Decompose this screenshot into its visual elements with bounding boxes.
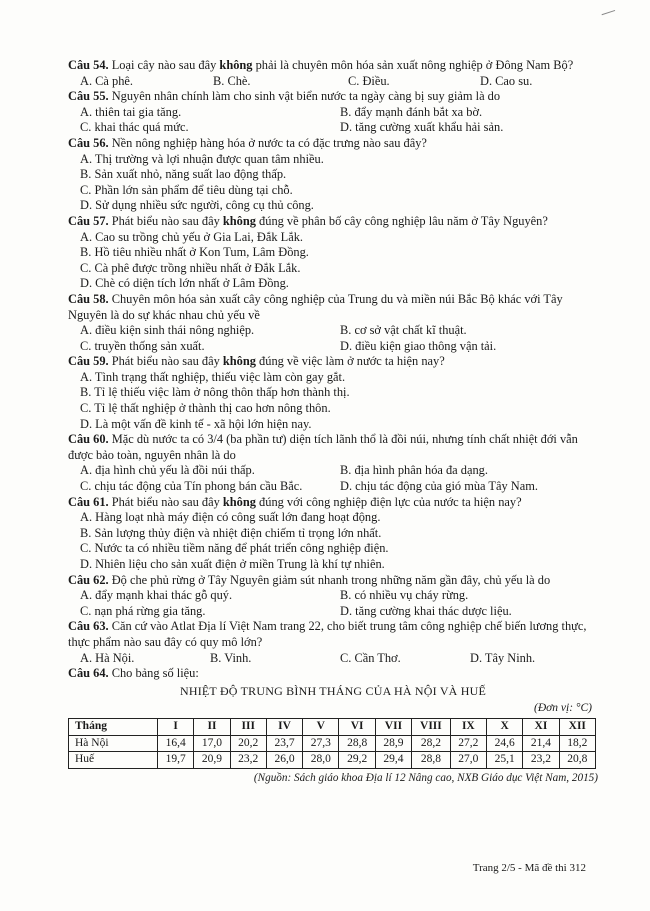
answer-options xyxy=(68,588,598,619)
table-cell: 17,0 xyxy=(194,735,230,752)
option-c[interactable]: C. nạn phá rừng gia tăng. xyxy=(80,603,206,618)
option-d[interactable]: D. Tây Ninh. xyxy=(470,650,536,665)
option-c[interactable]: C. Điều. xyxy=(348,73,390,88)
table-row xyxy=(69,752,596,769)
answer-options xyxy=(68,152,598,214)
question-64: Câu 64. Cho bảng số liệu: NHIỆT ĐỘ TRUNG BÌNH THÁNG CỦA HÀ NỘI VÀ HUẾ (Đơn vị: °C) Tháng I II III IV V VI VII VIII IX X XI XII Hà Nội 16,4 17,0 20,2 23,7 27,3 28,8 28,9 28,2 27,2 24,6 21,4 18,2 Huế 19,7 20,9 23,2 26,0 28,0 29,2 29,4 28,8 27,0 25,1 23,2 20,8 (Nguồn: Sách giáo khoa Địa lí 12 Nâng cao, NXB Giáo dục Việt Nam, 2015) xyxy=(68,666,598,786)
table-cell: 20,9 xyxy=(194,752,230,769)
table-cell: 26,0 xyxy=(266,752,302,769)
option-a[interactable]: A. Tình trạng thất nghiệp, thiếu việc làm còn gay gắt. xyxy=(80,369,346,384)
table-cell: 27,3 xyxy=(303,735,339,752)
table-cell: 28,8 xyxy=(412,752,451,769)
option-b[interactable]: B. địa hình phân hóa đa dạng. xyxy=(340,463,488,478)
question-number: Câu 61. xyxy=(68,494,109,509)
question-62: Câu 62. Độ che phủ rừng ở Tây Nguyên giảm sút nhanh trong những năm gần đây, chủ yếu là do A. đẩy mạnh khai thác gỗ quý. B. có nhiều vụ cháy rừng. C. nạn phá rừng gia tăng. D. tăng cường khai thác dược liệu. xyxy=(68,573,598,620)
header-cell: I xyxy=(158,718,194,735)
header-cell: X xyxy=(487,718,523,735)
header-cell: IX xyxy=(450,718,486,735)
temperature-table xyxy=(68,718,596,769)
option-b[interactable]: B. Sản xuất nhỏ, năng suất lao động thấp. xyxy=(80,167,287,182)
option-c[interactable]: C. truyền thống sản xuất. xyxy=(80,338,205,353)
table-unit: (Đơn vị: °C) xyxy=(534,702,592,715)
option-a[interactable]: A. Cà phê. xyxy=(80,73,133,88)
emphasis-word: không xyxy=(222,494,256,509)
table-cell: 18,2 xyxy=(559,735,595,752)
table-cell: 25,1 xyxy=(487,752,523,769)
question-61: Câu 61. Phát biểu nào sau đây không đúng với công nghiệp điện lực của nước ta hiện nay? A. Hàng loạt nhà máy điện có công suất lớn đang hoạt động. B. Sản lượng thủy điện và nhiệt điện chiếm tỉ trọng lớn nhất. C. Nước ta có nhiều tiềm năng để phát triển công nghiệp điện. D. Nhiên liệu cho sản xuất điện ở miền Trung là khí tự nhiên. xyxy=(68,495,598,573)
option-d[interactable]: D. Cao su. xyxy=(480,73,533,88)
option-b[interactable]: B. Tỉ lệ thiếu việc làm ở nông thôn thấp hơn thành thị. xyxy=(80,385,350,400)
question-number: Câu 57. xyxy=(68,213,109,228)
option-a[interactable]: A. Hàng loạt nhà máy điện có công suất lớn đang hoạt động. xyxy=(80,510,381,525)
answer-options xyxy=(68,74,598,90)
header-cell: V xyxy=(303,718,339,735)
option-c[interactable]: C. Nước ta có nhiều tiềm năng để phát triển công nghiệp điện. xyxy=(80,541,389,556)
header-cell: VII xyxy=(375,718,411,735)
option-a[interactable]: A. Thị trường và lợi nhuận được quan tâm nhiều. xyxy=(80,151,324,166)
option-c[interactable]: C. Tỉ lệ thất nghiệp ở thành thị cao hơn nông thôn. xyxy=(80,401,331,416)
row-label: Hà Nội xyxy=(69,735,158,752)
answer-options xyxy=(68,463,598,494)
exam-page xyxy=(68,58,598,786)
option-d[interactable]: D. Chè có diện tích lớn nhất ở Lâm Đồng. xyxy=(80,276,289,291)
corner-pen-mark xyxy=(602,10,617,19)
table-row xyxy=(69,735,596,752)
option-a[interactable]: A. Hà Nội. xyxy=(80,650,135,665)
table-cell: 28,2 xyxy=(412,735,451,752)
table-title: NHIỆT ĐỘ TRUNG BÌNH THÁNG CỦA HÀ NỘI VÀ HUẾ xyxy=(179,683,487,698)
option-c[interactable]: C. Cần Thơ. xyxy=(340,650,401,665)
table-cell: 23,7 xyxy=(266,735,302,752)
table-cell: 16,4 xyxy=(158,735,194,752)
option-d[interactable]: D. tăng cường khai thác dược liệu. xyxy=(340,603,512,618)
table-cell: 23,2 xyxy=(230,752,266,769)
question-59: Câu 59. Phát biểu nào sau đây không đúng về việc làm ở nước ta hiện nay? A. Tình trạng thất nghiệp, thiếu việc làm còn gay gắt. B. Tỉ lệ thiếu việc làm ở nông thôn thấp hơn thành thị. C. Tỉ lệ thất nghiệp ở thành thị cao hơn nông thôn. D. Là một vấn đề kinh tế - xã hội lớn hiện nay. xyxy=(68,354,598,432)
option-d[interactable]: D. điều kiện giao thông vận tải. xyxy=(340,338,497,353)
option-b[interactable]: B. có nhiều vụ cháy rừng. xyxy=(340,588,469,603)
table-cell: 24,6 xyxy=(487,735,523,752)
question-number: Câu 62. xyxy=(68,572,109,587)
option-b[interactable]: B. Chè. xyxy=(213,73,251,88)
table-cell: 28,9 xyxy=(375,735,411,752)
header-cell: II xyxy=(194,718,230,735)
option-d[interactable]: D. Sử dụng nhiều sức người, công cụ thủ công. xyxy=(80,198,314,213)
question-58: Câu 58. Chuyên môn hóa sản xuất cây công nghiệp của Trung du và miền núi Bắc Bộ khác với Tây Nguyên là do sự khác nhau chủ yếu về A. điều kiện sinh thái nông nghiệp. B. cơ sở vật chất kĩ thuật. C. truyền thống sản xuất. D. điều kiện giao thông vận tải. xyxy=(68,292,598,354)
table-cell: 20,2 xyxy=(230,735,266,752)
option-c[interactable]: C. Cà phê được trồng nhiều nhất ở Đắk Lắk. xyxy=(80,260,301,275)
emphasis-word: không xyxy=(219,58,253,72)
option-b[interactable]: B. Hồ tiêu nhiều nhất ở Kon Tum, Lâm Đồng. xyxy=(80,245,309,260)
table-header-row xyxy=(69,718,596,735)
question-57: Câu 57. Phát biểu nào sau đây không đúng về phân bố cây công nghiệp lâu năm ở Tây Nguyên? A. Cao su trồng chủ yếu ở Gia Lai, Đắk Lắk. B. Hồ tiêu nhiều nhất ở Kon Tum, Lâm Đồng. C. Cà phê được trồng nhiều nhất ở Đắk Lắk. D. Chè có diện tích lớn nhất ở Lâm Đồng. xyxy=(68,214,598,292)
table-cell: 19,7 xyxy=(158,752,194,769)
question-number: Câu 55. xyxy=(68,89,109,104)
option-d[interactable]: D. Là một vấn đề kinh tế - xã hội lớn hiện nay. xyxy=(80,416,312,431)
row-label: Huế xyxy=(69,752,158,769)
option-b[interactable]: B. Sản lượng thủy điện và nhiệt điện chiếm tỉ trọng lớn nhất. xyxy=(80,525,382,540)
option-c[interactable]: C. khai thác quá mức. xyxy=(80,120,189,135)
emphasis-word: không xyxy=(222,213,256,228)
table-cell: 27,2 xyxy=(450,735,486,752)
emphasis-word: không xyxy=(222,354,256,369)
question-number: Câu 54. xyxy=(68,58,109,72)
option-b[interactable]: B. cơ sở vật chất kĩ thuật. xyxy=(340,323,467,338)
option-b[interactable]: B. đẩy mạnh đánh bắt xa bờ. xyxy=(340,104,483,119)
option-a[interactable]: A. đẩy mạnh khai thác gỗ quý. xyxy=(80,588,233,603)
answer-options xyxy=(68,105,598,136)
option-d[interactable]: D. chịu tác động của gió mùa Tây Nam. xyxy=(340,479,538,494)
answer-options xyxy=(68,370,598,432)
option-b[interactable]: B. Vinh. xyxy=(210,650,252,665)
answer-options xyxy=(68,230,598,292)
header-cell: VI xyxy=(339,718,375,735)
option-d[interactable]: D. Nhiên liệu cho sản xuất điện ở miền Trung là khí tự nhiên. xyxy=(80,557,385,571)
question-number: Câu 59. xyxy=(68,354,109,369)
option-a[interactable]: A. Cao su trồng chủ yếu ở Gia Lai, Đắk Lắk. xyxy=(80,229,303,244)
question-number: Câu 56. xyxy=(68,135,109,150)
question-60: Câu 60. Mặc dù nước ta có 3/4 (ba phần tư) diện tích lãnh thổ là đồi núi, nhưng tính chất nhiệt đới vẫn được bảo toàn, nguyên nhân là do A. địa hình chủ yếu là đồi núi thấp. B. địa hình phân hóa đa dạng. C. chịu tác động của Tín phong bán cầu Bắc. D. chịu tác động của gió mùa Tây Nam. xyxy=(68,432,598,494)
table-source: (Nguồn: Sách giáo khoa Địa lí 12 Nâng cao, NXB Giáo dục Việt Nam, 2015) xyxy=(253,771,598,784)
header-cell: XII xyxy=(559,718,595,735)
option-a[interactable]: A. điều kiện sinh thái nông nghiệp. xyxy=(80,323,255,338)
answer-options xyxy=(68,651,598,667)
header-cell: VIII xyxy=(412,718,451,735)
option-d[interactable]: D. tăng cường xuất khẩu hải sản. xyxy=(340,120,504,135)
header-cell: IV xyxy=(266,718,302,735)
question-number: Câu 63. xyxy=(68,619,109,634)
question-56: Câu 56. Nền nông nghiệp hàng hóa ở nước ta có đặc trưng nào sau đây? A. Thị trường và lợi nhuận được quan tâm nhiều. B. Sản xuất nhỏ, năng suất lao động thấp. C. Phần lớn sản phẩm để tiêu dùng tại chỗ. D. Sử dụng nhiều sức người, công cụ thủ công. xyxy=(68,136,598,214)
header-cell: III xyxy=(230,718,266,735)
table-cell: 28,8 xyxy=(339,735,375,752)
table-cell: 23,2 xyxy=(523,752,559,769)
header-cell: XI xyxy=(523,718,559,735)
option-a[interactable]: A. thiên tai gia tăng. xyxy=(80,104,182,119)
answer-options xyxy=(68,323,598,354)
table-cell: 21,4 xyxy=(523,735,559,752)
option-c[interactable]: C. chịu tác động của Tín phong bán cầu Bắc. xyxy=(80,479,303,494)
table-cell: 28,0 xyxy=(303,752,339,769)
header-cell: Tháng xyxy=(69,718,158,735)
question-54: Câu 54. Loại cây nào sau đây không phải là chuyên môn hóa sản xuất nông nghiệp ở Đông Nam Bộ? A. Cà phê. B. Chè. C. Điều. D. Cao su. xyxy=(68,58,598,89)
page-footer: Trang 2/5 - Mã đề thi 312 xyxy=(472,862,586,874)
table-cell: 29,4 xyxy=(375,752,411,769)
table-cell: 27,0 xyxy=(450,752,486,769)
question-number: Câu 58. xyxy=(68,291,109,306)
question-number: Câu 60. xyxy=(68,432,109,447)
question-63: Câu 63. Căn cứ vào Atlat Địa lí Việt Nam trang 22, cho biết trung tâm công nghiệp chế biến lương thực, thực phẩm nào sau đây có quy mô lớn? A. Hà Nội. B. Vinh. C. Cần Thơ. D. Tây Ninh. xyxy=(68,619,598,666)
option-a[interactable]: A. địa hình chủ yếu là đồi núi thấp. xyxy=(80,463,255,478)
option-c[interactable]: C. Phần lớn sản phẩm để tiêu dùng tại chỗ. xyxy=(80,182,293,197)
question-55: Câu 55. Nguyên nhân chính làm cho sinh vật biển nước ta ngày càng bị suy giảm là do A. thiên tai gia tăng. B. đẩy mạnh đánh bắt xa bờ. C. khai thác quá mức. D. tăng cường xuất khẩu hải sản. xyxy=(68,89,598,136)
table-cell: 20,8 xyxy=(559,752,595,769)
question-number: Câu 64. xyxy=(68,666,109,681)
answer-options xyxy=(68,510,598,572)
table-cell: 29,2 xyxy=(339,752,375,769)
